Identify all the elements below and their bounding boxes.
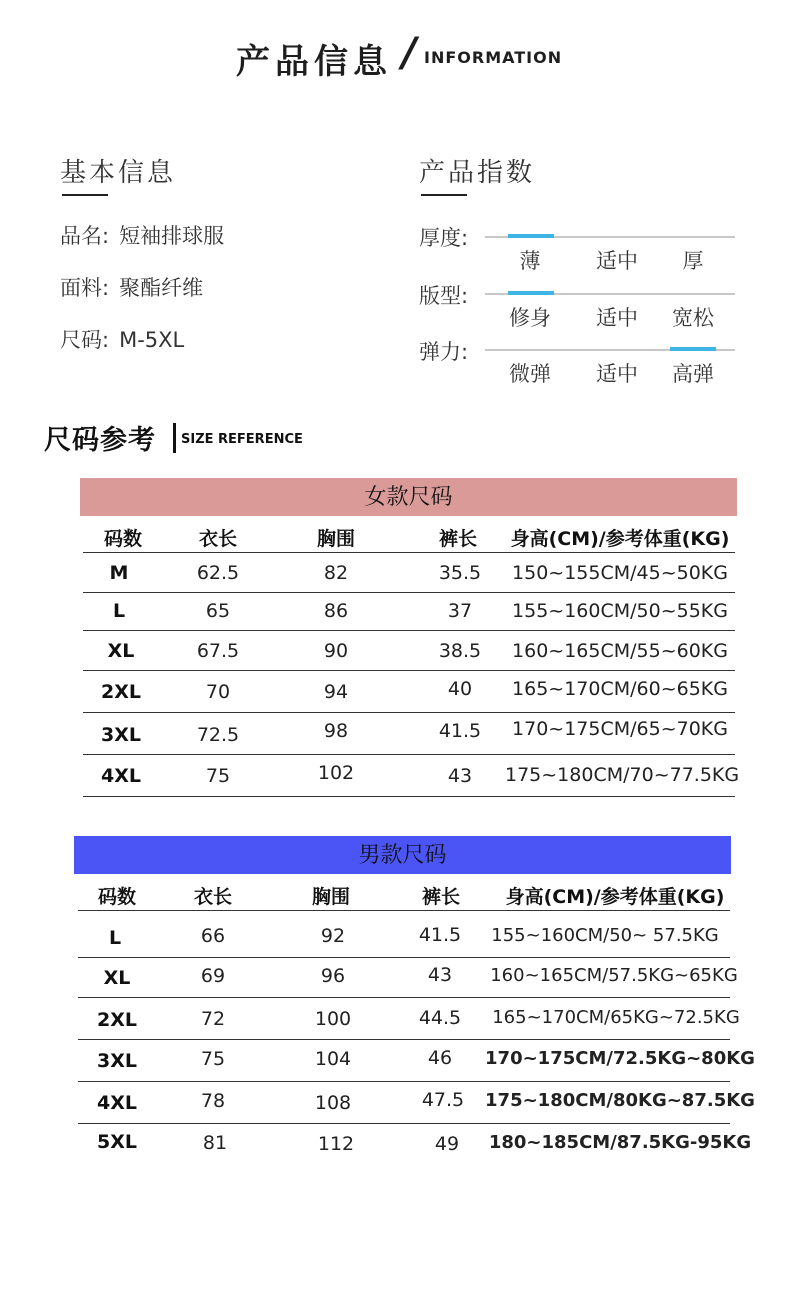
table-cell: 49 bbox=[434, 1133, 460, 1155]
scale-marker-thickness bbox=[508, 234, 554, 238]
table-cell: 75 bbox=[205, 765, 231, 787]
table-cell: 81 bbox=[202, 1132, 228, 1154]
table-cell: 90 bbox=[323, 640, 349, 662]
men-table-title: 男款尺码 bbox=[74, 836, 731, 874]
table-cell: 170~175CM/72.5KG~80KG bbox=[485, 1048, 755, 1069]
col-head-size: 码数 bbox=[97, 886, 136, 908]
table-divider bbox=[83, 630, 735, 631]
table-cell: 2XL bbox=[97, 1009, 137, 1031]
col-head-chest: 胸围 bbox=[316, 528, 355, 550]
table-cell: 160~165CM/55~60KG bbox=[512, 640, 728, 662]
scale-label-thickness: 厚度: bbox=[419, 226, 469, 250]
table-cell: 38.5 bbox=[438, 640, 482, 662]
table-cell: 108 bbox=[314, 1092, 352, 1114]
table-cell: 86 bbox=[323, 600, 349, 622]
info-row-size bbox=[60, 324, 184, 354]
women-table-title: 女款尺码 bbox=[80, 478, 737, 516]
page-title-en: INFORMATION bbox=[424, 48, 563, 67]
scale-option: 薄 bbox=[519, 249, 541, 273]
table-cell: 41.5 bbox=[438, 720, 482, 742]
info-label: 面料: bbox=[60, 276, 110, 300]
table-cell: 43 bbox=[447, 765, 473, 787]
table-cell: 155~160CM/50~55KG bbox=[512, 600, 728, 622]
table-cell: 44.5 bbox=[418, 1007, 462, 1029]
table-cell: 92 bbox=[320, 925, 346, 947]
table-divider bbox=[78, 910, 730, 911]
title-slash: / bbox=[402, 30, 417, 76]
table-cell: 65 bbox=[205, 600, 231, 622]
scale-option: 适中 bbox=[596, 306, 638, 330]
table-cell: 94 bbox=[323, 681, 349, 703]
info-row-fabric bbox=[60, 272, 203, 302]
table-cell: 3XL bbox=[97, 1050, 137, 1072]
table-divider bbox=[83, 754, 735, 755]
info-label: 尺码: bbox=[60, 328, 110, 352]
col-head-height-weight: 身高(CM)/参考体重(KG) bbox=[505, 886, 725, 908]
table-divider bbox=[83, 712, 735, 713]
table-cell: 47.5 bbox=[421, 1089, 465, 1111]
table-cell: 70 bbox=[205, 681, 231, 703]
table-cell: 155~160CM/50~ 57.5KG bbox=[491, 925, 719, 946]
table-cell: 67.5 bbox=[196, 640, 240, 662]
table-cell: 104 bbox=[314, 1048, 352, 1070]
table-cell: 165~170CM/60~65KG bbox=[512, 678, 728, 700]
table-cell: 98 bbox=[323, 720, 349, 742]
table-cell: 46 bbox=[427, 1047, 453, 1069]
table-cell: 100 bbox=[314, 1008, 352, 1030]
table-divider bbox=[83, 592, 735, 593]
scale-label-fit: 版型: bbox=[419, 284, 469, 308]
table-cell: 78 bbox=[200, 1090, 226, 1112]
size-reference-title-en: SIZE REFERENCE bbox=[181, 432, 303, 447]
table-cell: 35.5 bbox=[438, 562, 482, 584]
table-cell: 2XL bbox=[101, 681, 141, 703]
col-head-height-weight: 身高(CM)/参考体重(KG) bbox=[510, 528, 730, 550]
table-divider bbox=[78, 957, 730, 958]
col-head-chest: 胸围 bbox=[311, 886, 350, 908]
scale-option: 适中 bbox=[596, 362, 638, 386]
table-cell: 43 bbox=[427, 964, 453, 986]
table-cell: 150~155CM/45~50KG bbox=[512, 562, 728, 584]
table-divider bbox=[78, 1123, 730, 1124]
scale-option: 高弹 bbox=[672, 362, 714, 386]
table-cell: 40 bbox=[447, 678, 473, 700]
scale-option: 厚 bbox=[682, 249, 704, 273]
table-cell: 41.5 bbox=[418, 924, 462, 946]
table-divider bbox=[83, 552, 735, 553]
table-cell: 4XL bbox=[101, 765, 141, 787]
product-index-title: 产品指数 bbox=[419, 158, 536, 188]
table-cell: L bbox=[112, 600, 126, 622]
info-value: 聚酯纤维 bbox=[119, 276, 204, 300]
table-cell: 62.5 bbox=[196, 562, 240, 584]
info-value: M-5XL bbox=[119, 328, 185, 352]
table-divider bbox=[83, 796, 735, 797]
scale-marker-elasticity bbox=[670, 347, 716, 351]
info-label: 品名: bbox=[60, 224, 110, 248]
table-cell: 96 bbox=[320, 965, 346, 987]
table-cell: 3XL bbox=[101, 724, 141, 746]
info-row-name bbox=[60, 220, 224, 250]
info-value: 短袖排球服 bbox=[119, 224, 225, 248]
scale-option: 修身 bbox=[509, 306, 551, 330]
table-cell: 82 bbox=[323, 562, 349, 584]
col-head-pants: 裤长 bbox=[438, 528, 477, 550]
table-cell: XL bbox=[103, 967, 131, 989]
product-index-underline bbox=[421, 194, 467, 196]
table-cell: 175~180CM/70~77.5KG bbox=[505, 764, 740, 786]
table-divider bbox=[78, 1039, 730, 1040]
table-cell: 66 bbox=[200, 925, 226, 947]
table-cell: 170~175CM/65~70KG bbox=[512, 718, 728, 740]
table-cell: 112 bbox=[317, 1133, 355, 1155]
table-cell: XL bbox=[107, 640, 135, 662]
table-cell: 72.5 bbox=[196, 724, 240, 746]
table-cell: 5XL bbox=[97, 1131, 137, 1153]
scale-option: 适中 bbox=[596, 249, 638, 273]
table-cell: 37 bbox=[447, 600, 473, 622]
table-cell: 102 bbox=[317, 762, 355, 784]
scale-marker-fit bbox=[508, 291, 554, 295]
table-cell: 175~180CM/80KG~87.5KG bbox=[485, 1090, 755, 1111]
page-title: 产品信息 bbox=[236, 42, 392, 82]
table-cell: 165~170CM/65KG~72.5KG bbox=[492, 1007, 740, 1028]
table-cell: 72 bbox=[200, 1008, 226, 1030]
scale-label-elasticity: 弹力: bbox=[419, 340, 469, 364]
basic-info-title: 基本信息 bbox=[60, 158, 177, 188]
table-cell: M bbox=[109, 562, 129, 584]
table-cell: 4XL bbox=[97, 1092, 137, 1114]
col-head-length: 衣长 bbox=[193, 886, 232, 908]
table-divider bbox=[83, 670, 735, 671]
col-head-pants: 裤长 bbox=[421, 886, 460, 908]
col-head-length: 衣长 bbox=[198, 528, 237, 550]
size-reference-divider bbox=[173, 423, 176, 453]
table-cell: 75 bbox=[200, 1048, 226, 1070]
size-reference-title: 尺码参考 bbox=[44, 425, 156, 456]
table-divider bbox=[78, 997, 730, 998]
scale-option: 宽松 bbox=[672, 306, 714, 330]
table-cell: 69 bbox=[200, 965, 226, 987]
table-divider bbox=[78, 1081, 730, 1082]
table-cell: L bbox=[108, 927, 122, 949]
scale-option: 微弹 bbox=[509, 362, 551, 386]
table-cell: 160~165CM/57.5KG~65KG bbox=[490, 965, 738, 986]
basic-info-underline bbox=[62, 194, 108, 196]
table-cell: 180~185CM/87.5KG-95KG bbox=[488, 1132, 752, 1153]
col-head-size: 码数 bbox=[103, 528, 142, 550]
